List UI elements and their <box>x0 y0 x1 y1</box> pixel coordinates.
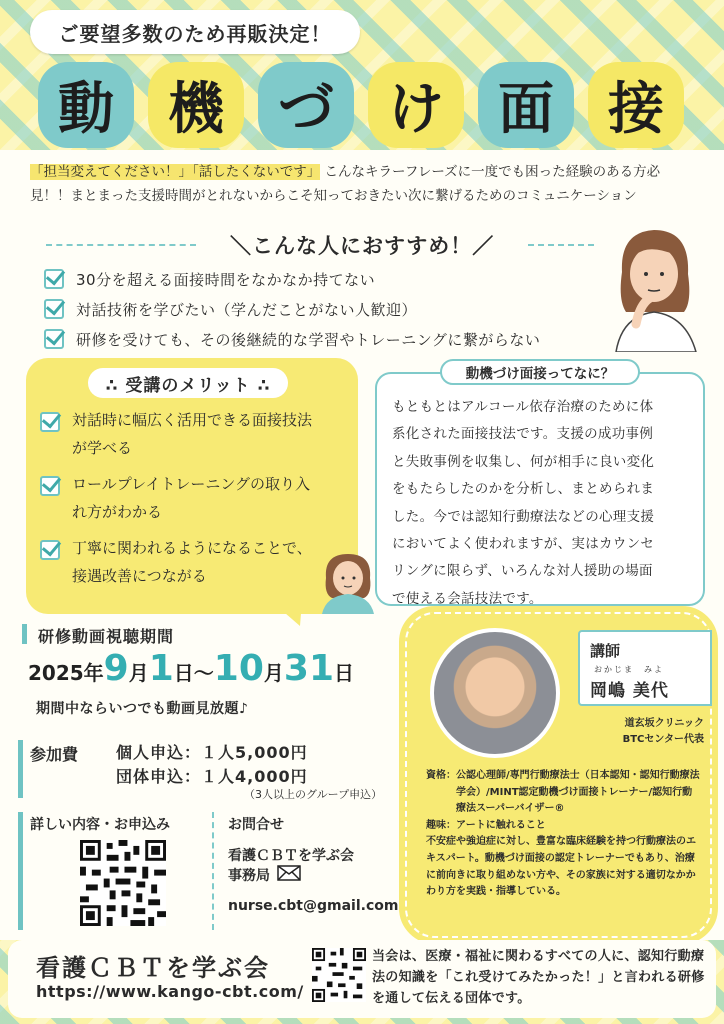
title-char: 接 <box>588 62 684 148</box>
detail-label: 詳しい内容・お申込み <box>30 817 170 833</box>
list-item: 対話時に幅広く活用できる面接技法 が学べる <box>40 406 340 462</box>
bubble-tail <box>270 600 302 626</box>
viewing-period: 2025年 9 月 1 日 〜 10 月 31 日 <box>28 648 355 689</box>
recommend-title: ＼こんな人におすすめ！／ <box>230 234 495 258</box>
mail-icon <box>277 865 301 881</box>
divider <box>46 244 196 246</box>
inquiry-label: お問合せ <box>228 817 284 833</box>
divider <box>528 244 594 246</box>
section-bar <box>18 812 23 930</box>
title-char: 機 <box>148 62 244 148</box>
title-char: 動 <box>38 62 134 148</box>
period-note: 期間中ならいつでも動画見放題♪ <box>36 701 249 717</box>
checkbox-icon <box>44 269 64 289</box>
checkbox-icon <box>44 329 64 349</box>
lecturer-role: 講師 <box>590 642 621 660</box>
fee-individual: 個人申込：１人5,000円 <box>116 743 308 762</box>
list-item: 30分を超える面接時間をなかなか持てない <box>44 264 604 294</box>
qr-code-icon[interactable] <box>312 948 366 1002</box>
bio-row: 資格： 公認心理師/専門行動療法士（日本認知・認知行動療法学会）/MINT認定動機づけ面接トレーナー/認知行動療法スーパーバイザー® <box>426 770 700 815</box>
section-bar <box>22 624 27 644</box>
contact-email[interactable]: nurse.cbt@gmail.com <box>228 898 399 914</box>
lecturer-affiliation: 道玄坂クリニック BTCセンター代表 <box>622 718 704 745</box>
checkbox-icon <box>44 299 64 319</box>
bio-row: 趣味： アートに触れること <box>426 819 546 831</box>
bio-row: 不安症や強迫症に対し、豊富な臨床経験を持つ行動療法のエキスパート。動機づけ面接の認定トレーナーでもあり、治療に前向きに取り組めない方や、その家族に対する適切なかかわり方を実践・指導している。 <box>426 836 696 898</box>
divider <box>212 812 214 930</box>
org-url[interactable]: https://www.kango-cbt.com/ <box>36 982 304 1001</box>
thinking-woman-icon <box>592 212 712 352</box>
fee-note: （3人以上のグループ申込） <box>244 788 383 801</box>
merit-title: ∴ 受講のメリット ∴ <box>88 368 288 398</box>
intro-text <box>30 160 694 208</box>
lecturer-name: 岡嶋 美代 <box>590 681 669 701</box>
about-title: 動機づけ面接ってなに？ <box>440 359 640 385</box>
period-label: 研修動画視聴期間 <box>38 627 175 646</box>
section-bar <box>18 740 23 798</box>
lecturer-ruby: おかじま みよ <box>594 665 664 674</box>
killer-phrase-1: 「担当変えてください！」 <box>30 164 192 180</box>
title-char: け <box>368 62 464 148</box>
main-title <box>38 62 688 148</box>
checkbox-icon <box>40 540 60 560</box>
fee-label: 参加費 <box>30 745 79 764</box>
nurse-woman-icon <box>312 548 384 614</box>
org-description: 当会は、医療・福祉に関わるすべての人に、認知行動療法の知識を「これ受けてみたかった！」と言われる研修を通して伝える団体です。 <box>372 949 705 1006</box>
checkbox-icon <box>40 412 60 432</box>
lecturer-bio <box>426 768 702 901</box>
contact-org: 看護ＣＢＴを学ぶ会 事務局 <box>228 848 354 884</box>
intro-body: こんなキラーフレーズに一度でも困った経験のある方必見！！まとまった支援時間がとれないからこそ知っておきたい次に繋げるためのコミュニケーション <box>30 164 661 204</box>
lecturer-photo <box>430 628 560 758</box>
checkbox-icon <box>40 476 60 496</box>
title-char: 面 <box>478 62 574 148</box>
list-item: ロールプレイトレーニングの取り入 れ方がわかる <box>40 470 340 526</box>
list-item: 丁寧に関われるようになることで、 接遇改善につながる <box>40 534 340 590</box>
list-item: 研修を受けても、その後継続的な学習やトレーニングに繋がらない <box>44 324 604 354</box>
resale-banner: ご要望多数のため再販決定！ <box>30 10 360 54</box>
about-text: もともとはアルコール依存治療のために体 系化された面接技法です。支援の成功事例 と失敗事例を収集し、何が相手に良い変化 をもたらしたのかを分析し、まとめられま した。今では認知行動療法などの心理支援 においてよく使われますが、実はカウンセ リングに限らず、いろんな対人援助の場面 で使える会話技法です。 <box>392 399 655 607</box>
org-name: 看護ＣＢＴを学ぶ会 <box>36 954 270 982</box>
recommend-list <box>44 264 604 354</box>
killer-phrase-2: 「話したくないです」 <box>192 164 321 180</box>
list-item: 対話技術を学びたい（学んだことがない人歓迎） <box>44 294 604 324</box>
fee-group: 団体申込：１人4,000円 <box>116 767 308 786</box>
qr-code-icon[interactable] <box>80 840 166 926</box>
title-char: づ <box>258 62 354 148</box>
